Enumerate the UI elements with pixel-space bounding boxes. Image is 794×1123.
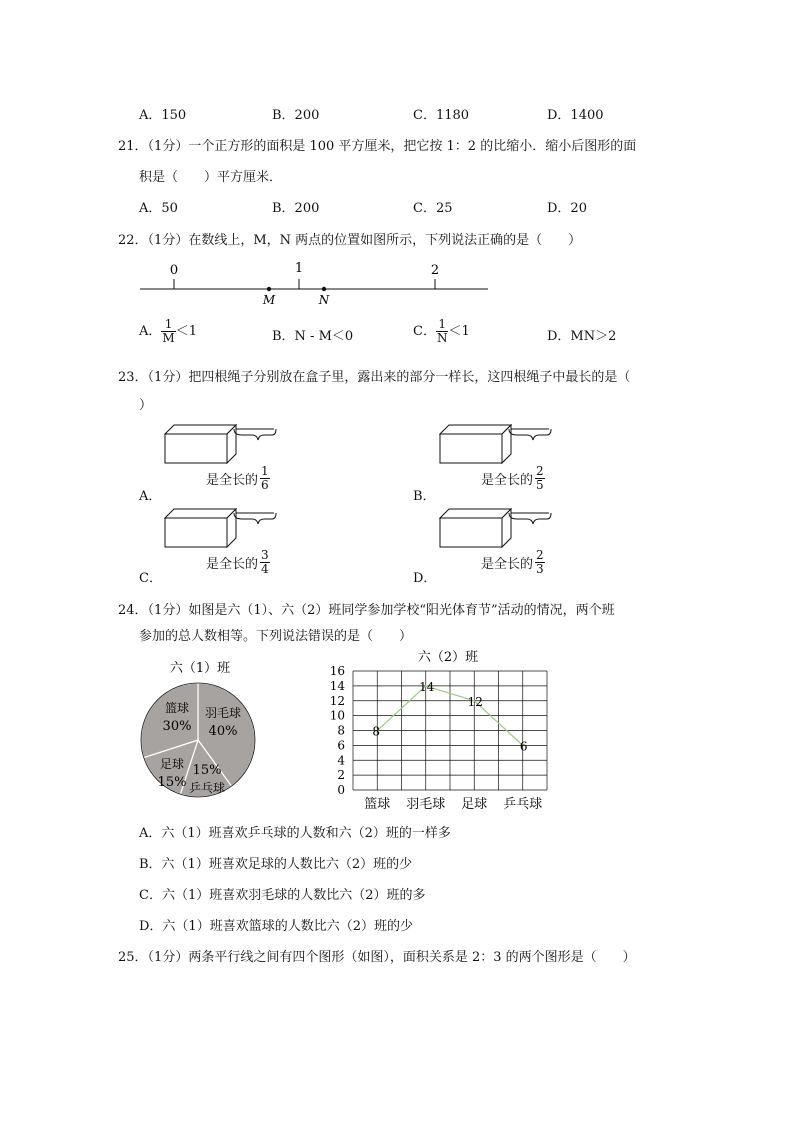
data-label: 14 [419, 679, 435, 694]
q20-option-d[interactable]: D．1400 [547, 108, 604, 123]
point-n [322, 287, 326, 291]
q23-rope-label [481, 549, 545, 576]
line-chart-title: 六（2）班 [417, 650, 479, 665]
label-fraction [535, 549, 545, 576]
fraction-denominator: 3 [536, 562, 544, 576]
q20-option-b[interactable]: B．200 [272, 108, 320, 123]
pie-label-足球: 15% [157, 775, 187, 790]
q22-c-denominator: N [436, 331, 448, 345]
q22-option-b[interactable]: B．N - M＜0 [272, 329, 354, 344]
q23-option-letter: A． [139, 489, 162, 504]
q22-c-prefix: C． [413, 324, 436, 339]
q22-option-a[interactable] [139, 318, 197, 345]
label-fraction [260, 549, 270, 576]
label-text: 是全长的 [481, 557, 534, 572]
x-tick-label: 足球 [461, 797, 488, 812]
pie-label-篮球: 篮球 [164, 701, 190, 715]
fraction-denominator: 5 [536, 478, 544, 492]
q21-option-a[interactable]: A．50 [139, 201, 178, 216]
pie-chart-title: 六（1）班 [169, 661, 231, 676]
label-text: 是全长的 [206, 473, 259, 488]
y-tick-label: 0 [337, 783, 345, 797]
pie-label-羽毛球: 40% [208, 724, 238, 739]
label-text: 是全长的 [481, 473, 534, 488]
data-label: 12 [467, 694, 483, 709]
pie-chart-class-1 [130, 654, 260, 800]
q22-c-fraction [436, 318, 449, 345]
fraction-numerator: 2 [536, 464, 544, 478]
pie-label-乒乓球: 15% [192, 763, 222, 778]
pie-label-足球: 足球 [159, 757, 185, 771]
q22-a-fraction [161, 318, 175, 345]
data-label: 8 [372, 724, 381, 739]
y-tick-label: 8 [337, 723, 345, 738]
fraction-numerator: 3 [261, 548, 269, 562]
q24-stem-line1: 24．（1分）如图是六（1）、六（2）班同学参加学校“阳光体育节”活动的情况，两个班 [118, 603, 615, 618]
q22-c-numerator: 1 [436, 318, 449, 332]
y-tick-label: 14 [329, 678, 345, 693]
y-tick-label: 10 [329, 708, 345, 723]
y-tick-label: 12 [329, 693, 345, 708]
label-fraction [260, 465, 270, 492]
data-label: 6 [519, 739, 528, 754]
q21-option-c[interactable]: C．25 [413, 201, 453, 216]
q22-stem: 22．（1分）在数线上，M，N 两点的位置如图所示，下列说法正确的是（ ） [118, 233, 582, 248]
q21-option-b[interactable]: B．200 [272, 201, 320, 216]
point-m [267, 287, 271, 291]
y-tick-label: 16 [329, 664, 345, 678]
point-m-label: M [262, 293, 276, 307]
q23-rope-label [481, 465, 545, 492]
q21-stem-line2: 积是（ ）平方厘米． [139, 170, 283, 185]
y-tick-label: 2 [337, 768, 345, 783]
q23-rope-label [206, 549, 270, 576]
line-chart-class-2 [328, 648, 558, 814]
x-tick-label: 羽毛球 [406, 797, 446, 812]
x-tick-label: 篮球 [364, 797, 391, 812]
number-line [130, 256, 500, 308]
q22-option-d[interactable]: D．MN＞2 [547, 329, 617, 344]
fraction-numerator: 1 [261, 464, 269, 478]
label-text: 是全长的 [206, 557, 259, 572]
q24-option-c[interactable]: C．六（1）班喜欢羽毛球的人数比六（2）班的多 [139, 888, 426, 903]
pie-label-乒乓球: 乒乓球 [188, 781, 226, 795]
y-tick-label: 6 [337, 738, 345, 753]
fraction-denominator: 4 [261, 562, 269, 576]
q20-option-a[interactable]: A．150 [139, 108, 187, 123]
q24-option-a[interactable]: A．六（1）班喜欢乒乓球的人数和六（2）班的一样多 [139, 826, 451, 841]
q20-option-c[interactable]: C．1180 [413, 108, 470, 123]
q21-option-d[interactable]: D．20 [547, 201, 587, 216]
q22-a-numerator: 1 [161, 318, 175, 332]
label-fraction [535, 465, 545, 492]
q23-stem-line2: ） [139, 398, 153, 413]
pie-label-篮球: 30% [162, 719, 192, 734]
q24-stem-line2: 参加的总人数相等。下列说法错误的是（ ） [139, 629, 413, 644]
tick-label-0: 0 [169, 263, 179, 278]
tick-label-2: 2 [430, 263, 440, 278]
q23-stem-line1: 23．（1分）把四根绳子分别放在盒子里，露出来的部分一样长，这四根绳子中最长的是（ [118, 370, 631, 385]
q24-option-b[interactable]: B．六（1）班喜欢足球的人数比六（2）班的少 [139, 857, 413, 872]
q22-a-denominator: M [162, 331, 175, 345]
x-tick-label: 乒乓球 [503, 797, 543, 812]
q21-stem-line1: 21．（1分）一个正方形的面积是 100 平方厘米，把它按 1：2 的比缩小．缩小后图形的面 [118, 139, 637, 154]
pie-label-羽毛球: 羽毛球 [204, 706, 242, 720]
q23-rope-label [206, 465, 270, 492]
tick-label-1: 1 [294, 261, 304, 276]
q23-option-letter: C． [139, 571, 162, 586]
point-n-label: N [318, 293, 330, 307]
q22-c-suffix: ＜1 [448, 324, 470, 339]
q22-option-c[interactable] [413, 318, 470, 345]
q22-a-suffix: ＜1 [175, 324, 197, 339]
q22-a-prefix: A． [139, 324, 162, 339]
q23-option-letter: B． [413, 489, 436, 504]
fraction-denominator: 6 [261, 478, 269, 492]
q25-stem: 25．（1分）两条平行线之间有四个图形（如图），面积关系是 2：3 的两个图形是（ ） [118, 950, 636, 965]
q23-option-letter: D． [413, 571, 437, 586]
fraction-numerator: 2 [536, 548, 544, 562]
y-tick-label: 4 [337, 753, 345, 768]
q24-option-d[interactable]: D．六（1）班喜欢篮球的人数比六（2）班的少 [139, 919, 413, 934]
